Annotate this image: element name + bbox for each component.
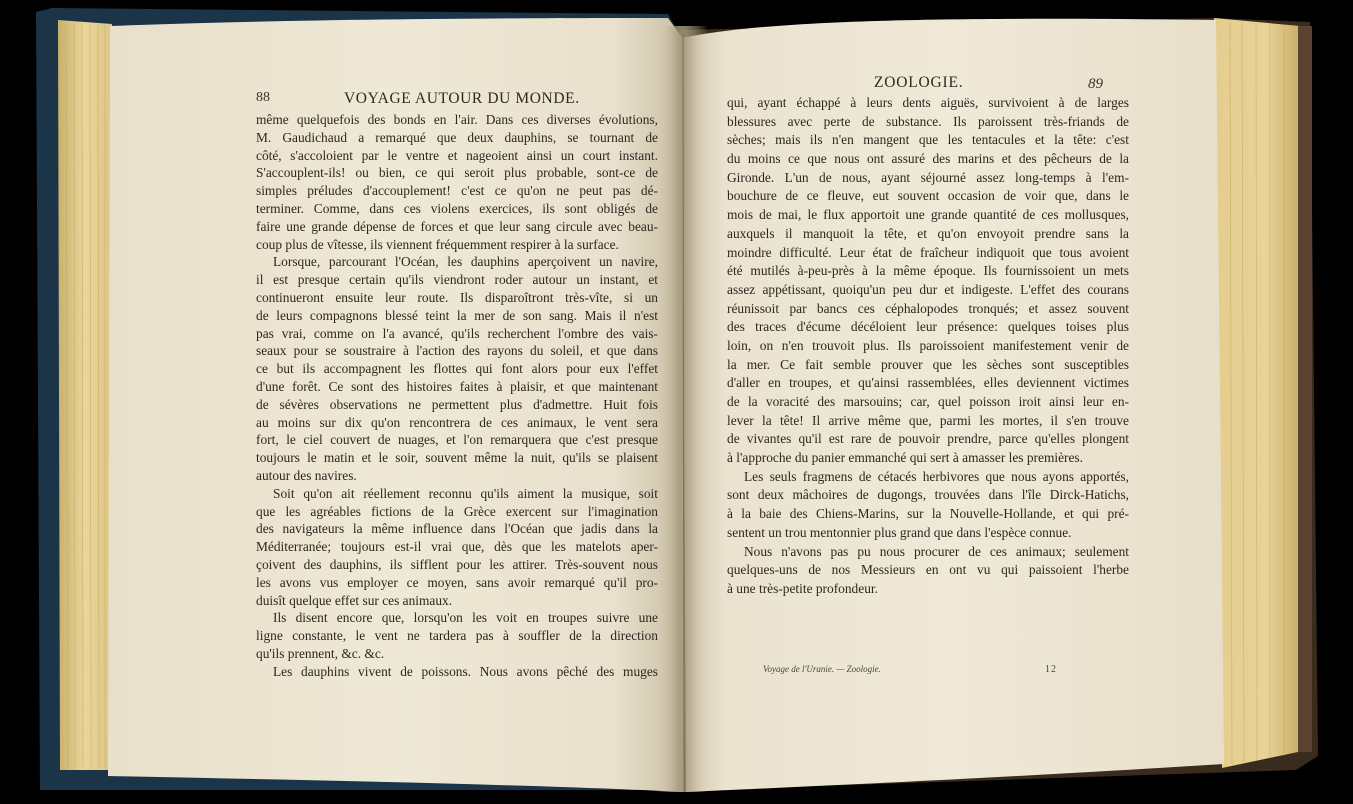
left-text-line: simples préludes d'accouplement! c'est ce qu'on ne peut pas dé-: [256, 183, 658, 199]
left-text-line: S'accouplent-ils! ou bien, ce qui seroit plus probable, sont-ce de: [256, 165, 658, 181]
right-text-line: loin, on n'en trouvoit plus. Ils paroissoient manifestement venir de: [727, 337, 1129, 353]
left-page-header: [256, 90, 656, 112]
left-text-line: de leurs compagnons blessé teint la mer de son sang. Mais il n'est: [256, 307, 658, 323]
left-text-line: duisît quelque effet sur ces animaux.: [256, 592, 453, 608]
right-text-line: réunissoit par bancs ces céphalopodes tronqués; et assez souvent: [727, 300, 1129, 316]
left-text-line: Ils disent encore que, lorsqu'on les voit en troupes suivre une: [273, 610, 658, 626]
right-cover-spine-edge: [1298, 26, 1312, 752]
right-text-line: Les seuls fragmens de cétacés herbivores que nous ayons apportés,: [744, 468, 1129, 484]
right-text-line: blessures avec perte de substance. Ils paroissent très-friands de: [727, 113, 1129, 129]
right-running-title: ZOOLOGIE.: [874, 74, 964, 91]
footer-source-note: Voyage de l'Uranie. — Zoologie.: [763, 664, 881, 674]
left-text-line: au moins sur dix qu'on rencontrera de ces animaux, le vent sera: [256, 414, 658, 430]
left-page-number: 88: [256, 90, 270, 105]
left-text-line: Lorsque, parcourant l'Océan, les dauphins aperçoivent un navire,: [273, 254, 658, 270]
left-text-line: qu'ils prennent, &c. &c.: [256, 645, 385, 661]
left-text-line: fort, le ciel couvert de nuages, et l'on remarquera que c'est presque: [256, 432, 658, 448]
right-page-number: 89: [1088, 76, 1103, 92]
left-text-line: Méditerranée; toujours est-il vrai que, dès que les matelots aper-: [256, 539, 658, 555]
left-text-line: côté, s'accoloient par le ventre et nageoient ainsi un court instant.: [256, 147, 658, 163]
gutter-shadow: [656, 26, 708, 792]
left-page-body: [256, 111, 658, 681]
right-text-line: quelques-uns de nos Messieurs en ont vu qui paissoient l'herbe: [727, 562, 1129, 578]
left-text-line: Les dauphins vivent de poissons. Nous avons pêché des muges: [273, 663, 658, 679]
right-text-line: bouchure de ce fleuve, eut souvent occasion de voir que, dans le: [727, 188, 1129, 204]
left-text-line: autour des navires.: [256, 467, 357, 483]
right-text-line: sont deux mâchoires de dugongs, trouvées dans l'île Dirck-Hatichs,: [727, 487, 1129, 503]
left-text-line: çoivent des dauphins, ils sifflent pour les attirer. Très-souvent nous: [256, 556, 658, 572]
left-text-line: pas vrai, comme on l'a avancé, qu'ils recherchent l'ombre des vais-: [256, 325, 658, 341]
right-text-line: sentent un trou mentonnier plus grand que dans l'espèce connue.: [727, 524, 1072, 540]
left-text-line: toujours le matin et le soir, souvent même la nuit, qu'ils se plaisent: [256, 450, 658, 466]
footer-signature-mark: 12: [1045, 664, 1057, 675]
right-text-line: la mer. Ce fait semble prouver que les sèches sont susceptibles: [727, 356, 1129, 372]
right-text-line: à la baie des Chiens-Marins, sur la Nouvelle-Hollande, et qui pré-: [727, 506, 1129, 522]
left-text-line: ligne constante, le vent ne tardera pas à souffler de la direction: [256, 628, 658, 644]
right-text-line: lever la tête! Il arrive même que, parmi les mortes, il s'en trouve: [727, 412, 1129, 428]
left-text-line: des navigateurs la même influence dans l'Océan que jadis dans la: [256, 521, 658, 537]
right-text-line: auxquels il manquoit la tête, et qu'on envoyoit prendre sans la: [727, 225, 1129, 241]
left-text-line: faire une grande dépense de forces et que leur sang circule avec beau-: [256, 218, 658, 234]
right-text-line: à une très-petite profondeur.: [727, 580, 878, 596]
left-text-line: ce but ils accompagnent les flottes qui font alors pour eux l'effet: [256, 361, 658, 377]
left-text-line: il est presque certain qu'ils viendront roder autour un instant, et: [256, 272, 658, 288]
left-text-line: même quelquefois des bonds en l'air. Dans ces diverses évolutions,: [256, 112, 658, 127]
right-text-line: Nous n'avons pas pu nous procurer de ces animaux; seulement: [744, 543, 1129, 559]
left-text-line: les avons vus employer ce moyen, sans avoir remarqué qu'il pro-: [256, 574, 658, 590]
right-text-line: à l'approche du panier emmanché qui sert à amasser les premières.: [727, 450, 1083, 466]
left-text-line: M. Gaudichaud a remarqué que deux dauphins, se tournant de: [256, 129, 658, 145]
left-text-line: terminer. Comme, dans ces violens exercices, ils sont obligés de: [256, 200, 658, 216]
right-text-line: mois de mai, le flux apportoit une grande quantité de ces mollusques,: [727, 207, 1129, 223]
right-text-line: du moins ce que nous ont assuré des marins et des pêcheurs de la: [727, 151, 1129, 167]
left-text-line: coup plus de vîtesse, ils viennent fréquemment respirer à la surface.: [256, 236, 619, 252]
right-text-line: d'aller en troupes, et qu'ainsi rassemblées, elles deviennent victimes: [727, 375, 1129, 391]
right-text-line: des traces d'écume décéloient leur présence: quelques toises plus: [727, 319, 1129, 335]
right-text-line: Gironde. L'un de nous, ayant séjourné assez long-temps à l'em-: [727, 169, 1129, 185]
left-text-line: Soit qu'on ait réellement reconnu qu'ils aiment la musique, soit: [273, 485, 658, 501]
right-text-line: sèches; mais ils n'en mangent que les tentacules et la tête: c'est: [727, 132, 1129, 148]
left-text-line: continueront ensuite leur route. Ils disparoîtront très-vîte, si un: [256, 289, 658, 305]
left-text-line: que les agréables fictions de la Grèce exercent sur l'imagination: [256, 503, 658, 519]
left-text-line: d'une forêt. Ce sont des histoires faites à plaisir, et que maintenant: [256, 378, 658, 394]
left-text-line: seaux pour se soustraire à l'action des rayons du soleil, et que dans: [256, 343, 658, 359]
left-text-line: de sévères observations ne permettent plus d'admettre. Huit fois: [256, 396, 658, 412]
right-text-line: de vivantes qu'il est rare de pouvoir prendre, parce qu'elles plongent: [727, 431, 1129, 447]
right-text-line: de la voracité des marsouins; car, quel poisson iroit ainsi leur en-: [727, 394, 1129, 409]
right-text-line: moindre difficulté. Leur état de fraîcheur indiquoit que tous avoient: [727, 244, 1129, 260]
left-running-title: VOYAGE AUTOUR DU MONDE.: [344, 90, 580, 107]
right-text-line: qui, ayant échappé à leurs dents aiguës, survivoient à de larges: [727, 95, 1129, 110]
right-page-footer: [763, 664, 1123, 680]
right-text-line: été mutilés à-peu-près à la même époque. Ils fournissoient un mets: [727, 263, 1129, 279]
right-page-body: [727, 94, 1129, 599]
right-text-line: assez appétissant, quoiqu'un peu dur et indigeste. L'effet des courans: [727, 281, 1129, 297]
